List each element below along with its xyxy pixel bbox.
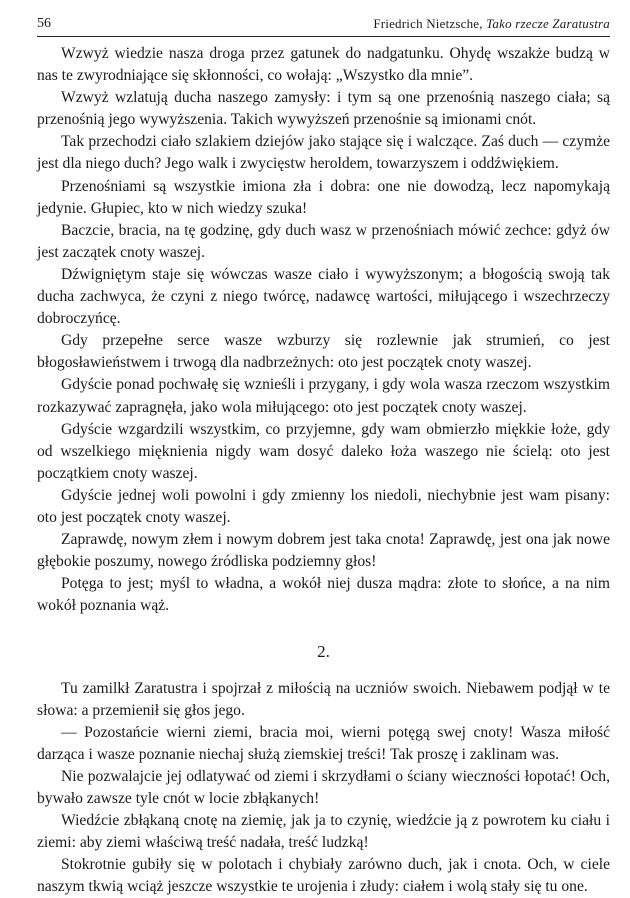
paragraph: Gdyście ponad pochwałę się wznieśli i przygany, i gdy wola wasza rzeczom wszystkim rozkazywać zapragnęła, jako wola miłującego: oto jest początek cnoty waszej.: [37, 376, 610, 416]
paragraph: Stokrotnie gubiły się w polotach i chybiały zarówno duch, jak i cnota. Och, w ciele naszym tkwią wciąż jeszcze wszystkie te urojenia i złudy: ciałem i wolą stały się tu one.: [37, 856, 610, 896]
paragraph: Gdyście wzgardzili wszystkim, co przyjemne, gdy wam obmierzło miękkie łoże, gdy od wszelkiego mięknienia nigdy wam dosyć daleko łoża waszego nie ścielą: oto jest początkiem cnoty waszej.: [37, 420, 610, 482]
paragraph: Tu zamilkł Zaratustra i spojrzał z miłością na uczniów swoich. Niebawem podjął w te słowa: a przemienił się głos jego.: [37, 679, 610, 719]
paragraph: Gdyście jednej woli powolni i gdy zmienny los niedoli, niechybnie jest wam pisany: oto jest początek cnoty waszej.: [37, 486, 610, 526]
paragraph: Wiedźcie zbłąkaną cnotę na ziemię, jak ja to czynię, wiedźcie ją z powrotem ku ciału i ziemi: aby ziemi właściwą treść nadała, treść ludzką!: [37, 812, 610, 852]
paragraph: Baczcie, bracia, na tę godzinę, gdy duch wasz w przenośniach mówić zechce: gdyż ów jest zaczątek cnoty waszej.: [37, 221, 610, 261]
book-title: Tako rzecze Zaratustra: [486, 16, 610, 31]
paragraph: Wzwyż wiedzie nasza droga przez gatunek do nadgatunku. Ohydę wszakże budzą w nas te zwyrodniające się skłonności, co wołają: „Wszystko dla mnie”.: [37, 45, 610, 85]
paragraph: Nie pozwalajcie jej odlatywać od ziemi i skrzydłami o ściany wieczności łopotać! Och, bywało zawsze tyle cnót w locie zbłąkanych!: [37, 767, 610, 807]
paragraph: Gdy przepełne serce wasze wzburzy się rozlewnie jak strumień, co jest błogosławieństwem i trwogą dla nadbrzeżnych: oto jest początek cnoty waszej.: [37, 332, 610, 372]
paragraph: Dźwigniętym staje się wówczas wasze ciało i wywyższonym; a błogością swoją tak ducha zachwyca, że czyni z niego twórcę, nadawcę wartości, miłującego i wszechrzeczy dobroczyńcę.: [37, 265, 610, 328]
page-header: [37, 16, 610, 38]
paragraph: — Pozostańcie wierni ziemi, bracia moi, wierni potęgą swej cnoty! Wasza miłość darząca i wasze poznanie niechaj służą ziemskiej treści! Tak proszę i zaklinam was.: [37, 723, 610, 763]
paragraph: Zaprawdę, nowym złem i nowym dobrem jest taka cnota! Zaprawdę, jest ona jak nowe głębokie poszumy, nowego źródliska podziemny głos!: [37, 531, 610, 571]
running-title: [373, 16, 610, 32]
body-text: [37, 43, 610, 898]
page-number: 56: [37, 16, 51, 31]
section-number: 2.: [317, 642, 330, 662]
header-rule: [37, 36, 610, 37]
paragraph: Potęga to jest; myśl to władna, a wokół niej dusza mądra: złote to słońce, a na nim wokół poznania wąż.: [37, 575, 610, 615]
paragraph: Tak przechodzi ciało szlakiem dziejów jako stające się i walczące. Zaś duch — czymże jest dla niego duch? Jego walk i zwycięstw heroldem, towarzyszem i oddźwiękiem.: [37, 133, 610, 173]
paragraph: Wzwyż wzlatują ducha naszego zamysły: i tym są one przenośnią naszego ciała; są przenośnią jego wywyższenia. Takich wywyższeń przenośnie są imionami cnót.: [37, 89, 610, 129]
paragraph: Przenośniami są wszystkie imiona zła i dobra: one nie dowodzą, lecz napomykają jedynie. Głupiec, kto w nich wiedzy szuka!: [37, 177, 610, 217]
author-name: Friedrich Nietzsche,: [373, 16, 487, 31]
